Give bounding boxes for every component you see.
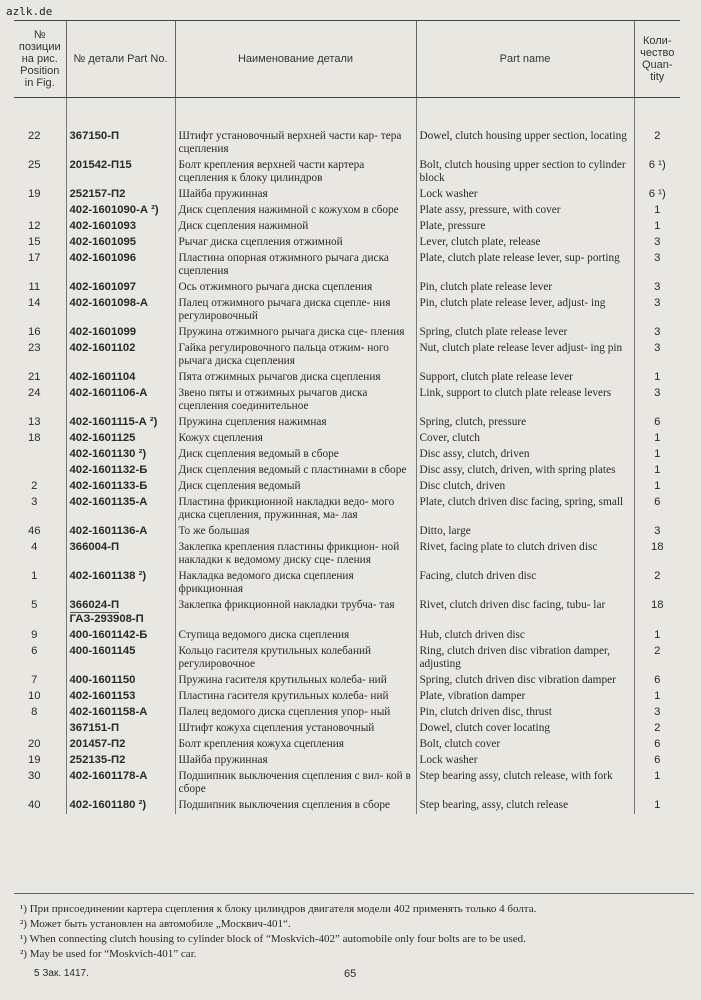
quantity-cell: 6 ¹) [634, 158, 680, 187]
part-number-cell: 402-1601132-Б [66, 463, 175, 479]
table-row [14, 203, 680, 219]
name-en-cell: Plate, clutch plate release lever, sup- porting [416, 251, 634, 280]
watermark: azlk.de [6, 5, 53, 18]
name-ru-cell: Диск сцепления нажимной [175, 219, 416, 235]
table-row [14, 386, 680, 415]
position-cell: 24 [27, 387, 41, 399]
quantity-cell: 2 [634, 569, 680, 598]
name-en-cell: Bolt, clutch cover [416, 737, 634, 753]
table-row [14, 431, 680, 447]
name-ru-cell: Шайба пружинная [175, 753, 416, 769]
quantity-cell: 6 ¹) [634, 187, 680, 203]
name-en-cell: Bolt, clutch housing upper section to cylinder block [416, 158, 634, 187]
quantity-cell: 1 [634, 479, 680, 495]
position-cell: 19 [27, 188, 41, 200]
part-number-cell: 252135-П2 [66, 753, 175, 769]
part-number-cell: 402-1601178-А [66, 769, 175, 798]
quantity-cell: 6 [634, 753, 680, 769]
position-cell: 8 [31, 706, 38, 718]
table-row [14, 689, 680, 705]
part-number-cell: 252157-П2 [66, 187, 175, 203]
quantity-cell: 2 [634, 129, 680, 158]
part-number-cell: 402-1601125 [66, 431, 175, 447]
quantity-cell: 1 [634, 463, 680, 479]
name-en-cell: Disc assy, clutch, driven, with spring plates [416, 463, 634, 479]
name-ru-cell: Заклепка фрикционной накладки трубча- тая [175, 598, 416, 628]
part-number-cell: 402-1601136-А [66, 524, 175, 540]
footnote-ru-1: ¹) При присоединении картера сцепления к блоку цилиндров двигателя модели 402 применять только 4 болта. [20, 903, 537, 915]
position-cell: 11 [28, 281, 41, 293]
part-number-cell: 400-1601150 [66, 673, 175, 689]
name-ru-cell: Шайба пружинная [175, 187, 416, 203]
table-row [14, 479, 680, 495]
part-number-cell: 400-1601145 [66, 644, 175, 673]
name-en-cell: Lock washer [416, 753, 634, 769]
part-number-cell: 402-1601099 [66, 325, 175, 341]
quantity-cell: 3 [634, 341, 680, 370]
position-cell [14, 463, 66, 479]
name-ru-cell: Накладка ведомого диска сцепления фрикционная [175, 569, 416, 598]
position-cell: 21 [27, 371, 41, 383]
header-name-en: Part name [416, 21, 634, 98]
part-number-cell: 402-1601102 [66, 341, 175, 370]
name-en-cell: Step bearing assy, clutch release, with fork [416, 769, 634, 798]
quantity-cell: 6 [634, 495, 680, 524]
name-ru-cell: Пята отжимных рычагов диска сцепления [175, 370, 416, 386]
quantity-cell: 6 [634, 415, 680, 431]
position-cell: 25 [27, 159, 41, 171]
quantity-cell: 1 [634, 798, 680, 814]
name-ru-cell: Диск сцепления ведомый в сборе [175, 447, 416, 463]
name-en-cell: Lever, clutch plate, release [416, 235, 634, 251]
table-row [14, 540, 680, 569]
name-en-cell: Dowel, clutch housing upper section, locating [416, 129, 634, 158]
name-en-cell: Disc clutch, driven [416, 479, 634, 495]
name-ru-cell: Пластина гасителя крутильных колеба- ний [175, 689, 416, 705]
part-number-cell: 402-1601097 [66, 280, 175, 296]
quantity-cell: 3 [634, 235, 680, 251]
table-row [14, 628, 680, 644]
name-en-cell: Nut, clutch plate release lever adjust- ing pin [416, 341, 634, 370]
name-ru-cell: Палец ведомого диска сцепления упор- ный [175, 705, 416, 721]
footnotes [14, 893, 694, 962]
name-en-cell: Dowel, clutch cover locating [416, 721, 634, 737]
table-row [14, 235, 680, 251]
position-cell: 5 [31, 599, 38, 611]
part-number-cell [66, 598, 175, 628]
position-cell: 3 [31, 496, 38, 508]
part-number-cell: 402-1601096 [66, 251, 175, 280]
position-cell [14, 721, 66, 737]
part-number-cell: 366004-П [66, 540, 175, 569]
table-body [14, 98, 680, 815]
name-en-cell: Plate, clutch driven disc facing, spring, small [416, 495, 634, 524]
position-cell: 13 [27, 416, 41, 428]
quantity-cell: 1 [634, 431, 680, 447]
name-en-cell: Cover, clutch [416, 431, 634, 447]
name-en-cell: Step bearing, assy, clutch release [416, 798, 634, 814]
name-en-cell: Lock washer [416, 187, 634, 203]
name-en-cell: Plate, pressure [416, 219, 634, 235]
part-number-cell: 402-1601093 [66, 219, 175, 235]
name-ru-cell: Диск сцепления ведомый с пластинами в сборе [175, 463, 416, 479]
position-cell: 16 [27, 326, 41, 338]
quantity-cell: 3 [634, 705, 680, 721]
name-ru-cell: Подшипник выключения сцепления с вил- кой в сборе [175, 769, 416, 798]
quantity-cell: 3 [634, 280, 680, 296]
quantity-cell: 3 [634, 325, 680, 341]
table-row [14, 721, 680, 737]
quantity-cell: 18 [634, 598, 680, 628]
part-number-cell: 402-1601180 ²) [66, 798, 175, 814]
name-en-cell: Ring, clutch driven disc vibration damper, adjusting [416, 644, 634, 673]
part-number-primary: 366024-П [69, 599, 120, 611]
name-ru-cell: Болт крепления верхней части картера сцепления к блоку цилиндров [175, 158, 416, 187]
position-cell: 14 [27, 297, 41, 309]
header-position: № позиции на рис. Position in Fig. [14, 21, 66, 98]
name-ru-cell: Пластина опорная отжимного рычага диска сцепления [175, 251, 416, 280]
name-en-cell: Plate assy, pressure, with cover [416, 203, 634, 219]
name-ru-cell: Диск сцепления нажимной с кожухом в сборе [175, 203, 416, 219]
parts-table-container [14, 20, 680, 814]
table-row [14, 341, 680, 370]
table-row [14, 705, 680, 721]
table-row [14, 129, 680, 158]
table-row [14, 495, 680, 524]
name-en-cell: Pin, clutch plate release lever [416, 280, 634, 296]
table-row [14, 753, 680, 769]
table-spacer-row [14, 98, 680, 130]
name-en-cell: Plate, vibration damper [416, 689, 634, 705]
table-row [14, 598, 680, 628]
name-en-cell: Disc assy, clutch, driven [416, 447, 634, 463]
position-cell: 10 [27, 690, 41, 702]
name-ru-cell: Рычаг диска сцепления отжимной [175, 235, 416, 251]
name-ru-cell: Кожух сцепления [175, 431, 416, 447]
table-row [14, 325, 680, 341]
part-number-cell: 402-1601130 ²) [66, 447, 175, 463]
part-number-cell: 402-1601106-А [66, 386, 175, 415]
part-number-cell: 402-1601090-А ²) [66, 203, 175, 219]
name-en-cell: Facing, clutch driven disc [416, 569, 634, 598]
part-number-cell: 402-1601158-А [66, 705, 175, 721]
table-header-row [14, 21, 680, 98]
part-number-cell: 402-1601095 [66, 235, 175, 251]
name-ru-cell: Ступица ведомого диска сцепления [175, 628, 416, 644]
footnote-en-1: ¹) When connecting clutch housing to cylinder block of “Moskvich-402” automobile only four bolts are to be used. [20, 933, 526, 945]
quantity-cell: 3 [634, 251, 680, 280]
name-ru-cell: Штифт установочный верхней части кар- тера сцепления [175, 129, 416, 158]
name-en-cell: Spring, clutch driven disc vibration damper [416, 673, 634, 689]
name-ru-cell: Пружина отжимного рычага диска сце- пления [175, 325, 416, 341]
part-number-cell: 402-1601153 [66, 689, 175, 705]
position-cell: 9 [31, 629, 38, 641]
name-en-cell: Hub, clutch driven disc [416, 628, 634, 644]
position-cell: 18 [27, 432, 41, 444]
position-cell: 40 [27, 799, 41, 811]
position-cell: 23 [27, 342, 41, 354]
quantity-cell: 6 [634, 673, 680, 689]
name-en-cell: Rivet, clutch driven disc facing, tubu- lar [416, 598, 634, 628]
part-number-cell: 400-1601142-Б [66, 628, 175, 644]
quantity-cell: 3 [634, 386, 680, 415]
quantity-cell: 1 [634, 219, 680, 235]
part-number-cell: 402-1601135-А [66, 495, 175, 524]
name-ru-cell: То же большая [175, 524, 416, 540]
table-row [14, 524, 680, 540]
part-number-cell: 402-1601133-Б [66, 479, 175, 495]
position-cell: 30 [27, 770, 41, 782]
part-number-cell: 402-1601115-А ²) [66, 415, 175, 431]
position-cell [14, 203, 66, 219]
part-number-alternate: ГАЗ-293908-П [69, 613, 144, 625]
quantity-cell: 3 [634, 524, 680, 540]
table-row [14, 569, 680, 598]
quantity-cell: 6 [634, 737, 680, 753]
quantity-cell: 2 [634, 644, 680, 673]
name-ru-cell: Болт крепления кожуха сцепления [175, 737, 416, 753]
header-quantity: Коли- чество Quan- tity [634, 21, 680, 98]
quantity-cell: 1 [634, 370, 680, 386]
position-cell: 19 [27, 754, 41, 766]
header-name-ru: Наименование детали [175, 21, 416, 98]
name-ru-cell: Подшипник выключения сцепления в сборе [175, 798, 416, 814]
position-cell [14, 447, 66, 463]
position-cell: 15 [27, 236, 41, 248]
table-row [14, 737, 680, 753]
footnote-en-2: ²) May be used for “Moskvich-401” car. [20, 948, 197, 960]
part-number-cell: 402-1601098-А [66, 296, 175, 325]
table-row [14, 219, 680, 235]
part-number-cell: 402-1601138 ²) [66, 569, 175, 598]
name-en-cell: Pin, clutch plate release lever, adjust- ing [416, 296, 634, 325]
footnote-ru-2: ²) Может быть установлен на автомобиле „Москвич-401“. [20, 918, 291, 930]
position-cell: 4 [31, 541, 38, 553]
table-row [14, 644, 680, 673]
name-en-cell: Spring, clutch, pressure [416, 415, 634, 431]
name-en-cell: Support, clutch plate release lever [416, 370, 634, 386]
position-cell: 6 [31, 645, 38, 657]
part-number-cell: 402-1601104 [66, 370, 175, 386]
name-ru-cell: Заклепка крепления пластины фрикцион- ной накладки к ведомому диску сце- пления [175, 540, 416, 569]
name-en-cell: Ditto, large [416, 524, 634, 540]
table-row [14, 370, 680, 386]
name-ru-cell: Пластина фрикционной накладки ведо- мого диска сцепления, пружинная, ма- лая [175, 495, 416, 524]
quantity-cell: 1 [634, 628, 680, 644]
quantity-cell: 1 [634, 689, 680, 705]
part-number-cell: 367150-П [66, 129, 175, 158]
table-row [14, 769, 680, 798]
position-cell: 12 [27, 220, 41, 232]
name-en-cell: Spring, clutch plate release lever [416, 325, 634, 341]
name-ru-cell: Палец отжимного рычага диска сцепле- ния регулировочный [175, 296, 416, 325]
position-cell: 1 [31, 570, 38, 582]
position-cell: 2 [31, 480, 38, 492]
name-en-cell: Link, support to clutch plate release levers [416, 386, 634, 415]
parts-table [14, 20, 680, 814]
table-row [14, 415, 680, 431]
name-en-cell: Rivet, facing plate to clutch driven disc [416, 540, 634, 569]
table-row [14, 296, 680, 325]
position-cell: 7 [31, 674, 38, 686]
quantity-cell: 18 [634, 540, 680, 569]
name-ru-cell: Пружина гасителя крутильных колеба- ний [175, 673, 416, 689]
table-row [14, 798, 680, 814]
part-number-cell: 201542-П15 [66, 158, 175, 187]
quantity-cell: 1 [634, 203, 680, 219]
table-row [14, 251, 680, 280]
quantity-cell: 1 [634, 769, 680, 798]
table-row [14, 158, 680, 187]
name-ru-cell: Диск сцепления ведомый [175, 479, 416, 495]
name-ru-cell: Звено пяты и отжимных рычагов диска сцепления соединительное [175, 386, 416, 415]
position-cell: 17 [27, 252, 41, 264]
print-mark: 5 Зак. 1417. [34, 968, 89, 979]
name-ru-cell: Кольцо гасителя крутильных колебаний регулировочное [175, 644, 416, 673]
name-ru-cell: Пружина сцепления нажимная [175, 415, 416, 431]
table-row [14, 463, 680, 479]
table-row [14, 280, 680, 296]
quantity-cell: 3 [634, 296, 680, 325]
name-ru-cell: Ось отжимного рычага диска сцепления [175, 280, 416, 296]
table-row [14, 673, 680, 689]
page-number: 65 [344, 968, 357, 980]
table-row [14, 187, 680, 203]
table-row [14, 447, 680, 463]
part-number-cell: 367151-П [66, 721, 175, 737]
position-cell: 20 [27, 738, 41, 750]
quantity-cell: 1 [634, 447, 680, 463]
name-en-cell: Pin, clutch driven disc, thrust [416, 705, 634, 721]
position-cell: 22 [27, 130, 41, 142]
quantity-cell: 2 [634, 721, 680, 737]
part-number-cell: 201457-П2 [66, 737, 175, 753]
name-ru-cell: Гайка регулировочного пальца отжим- ного рычага диска сцепления [175, 341, 416, 370]
position-cell: 46 [27, 525, 41, 537]
name-ru-cell: Штифт кожуха сцепления установочный [175, 721, 416, 737]
header-part-no: № детали Part No. [66, 21, 175, 98]
